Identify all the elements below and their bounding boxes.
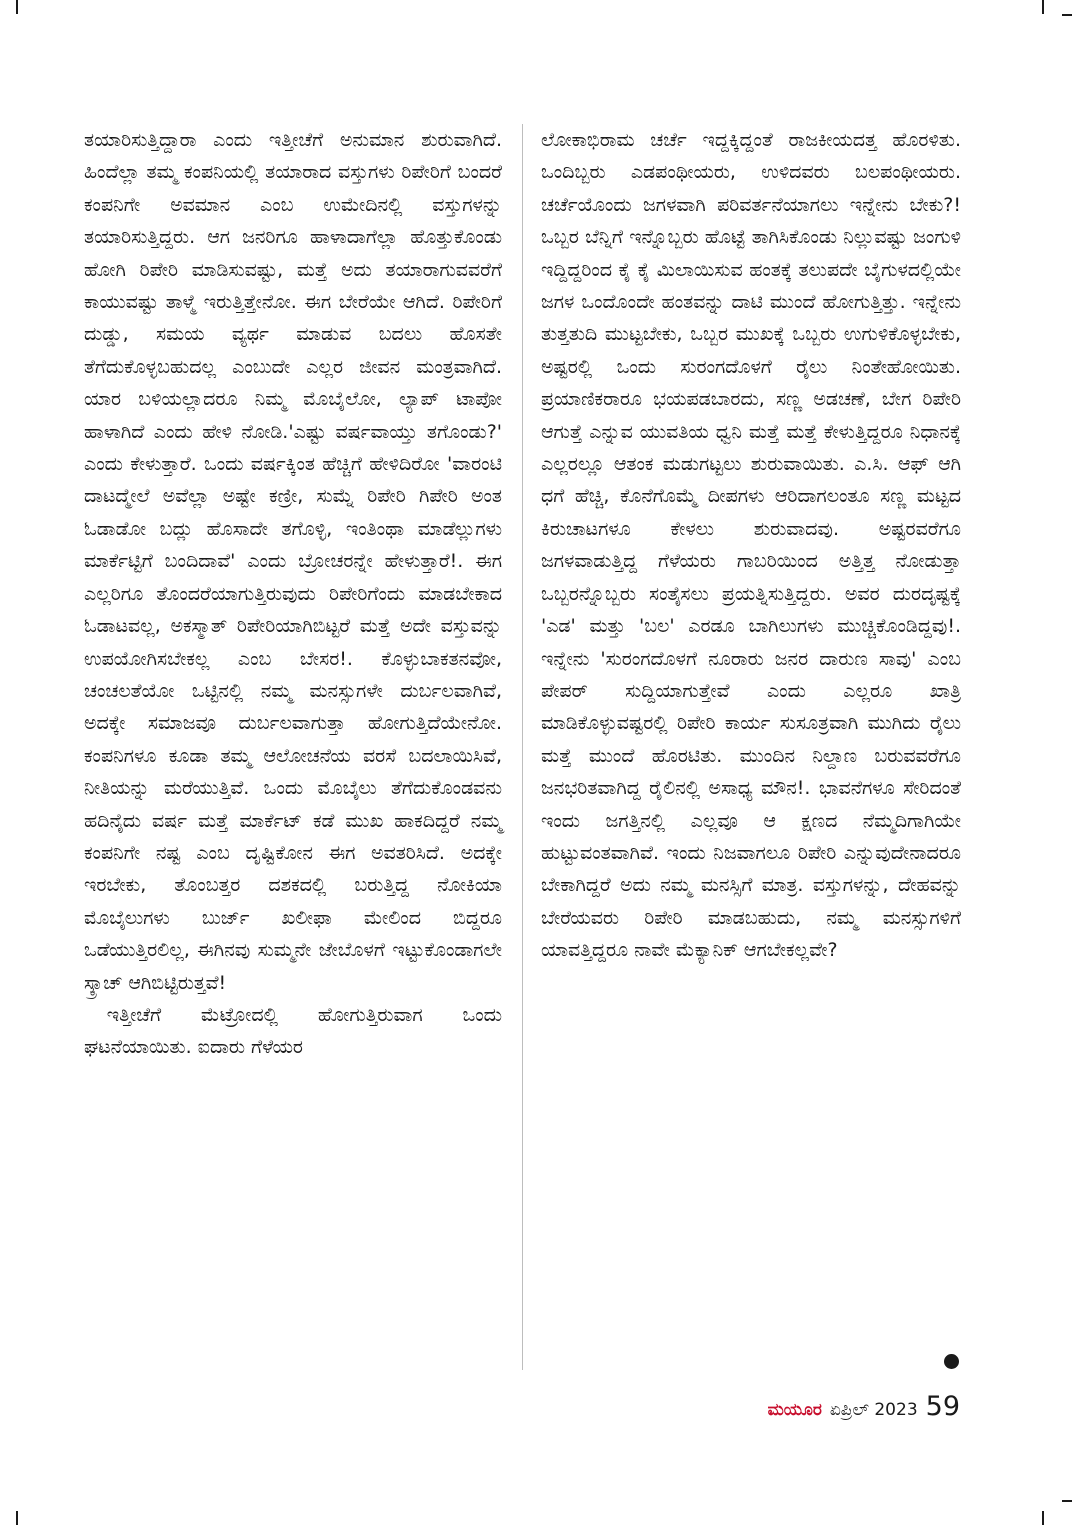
paragraph: ಇತ್ತೀಚೆಗೆ ಮೆಟ್ರೋದಲ್ಲಿ ಹೋಗುತ್ತಿರುವಾಗ ಒಂದು ಘಟನೆಯಾಯಿತು. ಐದಾರು ಗೆಳೆಯರ (84, 1003, 502, 1059)
crop-mark-top-left (16, 0, 18, 14)
issue-date: ಏಪ್ರಿಲ್ 2023 (829, 1400, 918, 1420)
page-footer (768, 1391, 960, 1422)
page-number: 59 (925, 1391, 960, 1422)
end-of-article-bullet (944, 1354, 959, 1369)
paragraph: ಲೋಕಾಭಿರಾಮ ಚರ್ಚೆ ಇದ್ದಕ್ಕಿದ್ದಂತೆ ರಾಜಕೀಯದತ್ತ ಹೊರಳಿತು. ಒಂದಿಬ್ಬರು ಎಡಪಂಥೀಯರು, ಉಳಿದವರು ಬಲಪಂಥೀಯರು. ಚರ್ಚೆಯೊಂದು ಜಗಳವಾಗಿ ಪರಿವರ್ತನೆಯಾಗಲು ಇನ್ನೇನು ಬೇಕು?! ಒಬ್ಬರ ಬೆನ್ನಿಗೆ ಇನ್ನೊಬ್ಬರು ಹೊಟ್ಟೆ ತಾಗಿಸಿಕೊಂಡು ನಿಲ್ಲುವಷ್ಟು ಜಂಗುಳಿ ಇದ್ದಿದ್ದರಿಂದ ಕೈ ಕೈ ಮಿಲಾಯಿಸುವ ಹಂತಕ್ಕೆ ತಲುಪದೇ ಬೈಗುಳದಲ್ಲಿಯೇ ಜಗಳ ಒಂದೊಂದೇ ಹಂತವನ್ನು ದಾಟಿ ಮುಂದೆ ಹೋಗುತ್ತಿತ್ತು. ಇನ್ನೇನು ತುತ್ತತುದಿ ಮುಟ್ಟಬೇಕು, ಒಬ್ಬರ ಮುಖಕ್ಕೆ ಒಬ್ಬರು ಉಗುಳಿಕೊಳ್ಳಬೇಕು, ಅಷ್ಟರಲ್ಲಿ ಒಂದು ಸುರಂಗದೊಳಗೆ ರೈಲು ನಿಂತೇಹೋಯಿತು. ಪ್ರಯಾಣಿಕರಾರೂ ಭಯಪಡಬಾರದು, ಸಣ್ಣ ಅಡಚಣೆ, ಬೇಗ ರಿಪೇರಿ ಆಗುತ್ತೆ ಎನ್ನುವ ಯುವತಿಯ ಧ್ವನಿ ಮತ್ತೆ ಮತ್ತೆ ಕೇಳುತ್ತಿದ್ದರೂ ನಿಧಾನಕ್ಕೆ ಎಲ್ಲರಲ್ಲೂ ಆತಂಕ ಮಡುಗಟ್ಟಲು ಶುರುವಾಯಿತು. ಎ.ಸಿ. ಆಫ್ ಆಗಿ ಧಗೆ ಹೆಚ್ಚಿ, ಕೊನೆಗೊಮ್ಮೆ ದೀಪಗಳು ಆರಿದಾಗಲಂತೂ ಸಣ್ಣ ಮಟ್ಟದ ಕಿರುಚಾಟಗಳೂ ಕೇಳಲು ಶುರುವಾದವು. ಅಷ್ಟರವರೆಗೂ ಜಗಳವಾಡುತ್ತಿದ್ದ ಗೆಳೆಯರು ಗಾಬರಿಯಿಂದ ಅತ್ತಿತ್ತ ನೋಡುತ್ತಾ ಒಬ್ಬರನ್ನೊಬ್ಬರು ಸಂತೈಸಲು ಪ್ರಯತ್ನಿಸುತ್ತಿದ್ದರು. ಅವರ ದುರದೃಷ್ಟಕ್ಕೆ 'ಎಡ' ಮತ್ತು 'ಬಲ' ಎರಡೂ ಬಾಗಿಲುಗಳು ಮುಚ್ಚಿಕೊಂಡಿದ್ದವು!. ಇನ್ನೇನು 'ಸುರಂಗದೊಳಗೆ ನೂರಾರು ಜನರ ದಾರುಣ ಸಾವು' ಎಂಬ ಪೇಪರ್ ಸುದ್ದಿಯಾಗುತ್ತೇವೆ ಎಂದು ಎಲ್ಲರೂ ಖಾತ್ರಿ ಮಾಡಿಕೊಳ್ಳುವಷ್ಟರಲ್ಲಿ ರಿಪೇರಿ ಕಾರ್ಯ ಸುಸೂತ್ರವಾಗಿ ಮುಗಿದು ರೈಲು ಮತ್ತೆ ಮುಂದೆ ಹೊರಟಿತು. ಮುಂದಿನ ನಿಲ್ದಾಣ ಬರುವವರೆಗೂ ಜನಭರಿತವಾಗಿದ್ದ ರೈಲಿನಲ್ಲಿ ಅಸಾಧ್ಯ ಮೌನ!. ಭಾವನೆಗಳೂ ಸೇರಿದಂತೆ ಇಂದು ಜಗತ್ತಿನಲ್ಲಿ ಎಲ್ಲವೂ ಆ ಕ್ಷಣದ ನೆಮ್ಮದಿಗಾಗಿಯೇ ಹುಟ್ಟುವಂತವಾಗಿವೆ. ಇಂದು ನಿಜವಾಗಲೂ ರಿಪೇರಿ ಎನ್ನುವುದೇನಾದರೂ ಬೇಕಾಗಿದ್ದರೆ ಅದು ನಮ್ಮ ಮನಸ್ಸಿಗೆ ಮಾತ್ರ. ವಸ್ತುಗಳನ್ನು, ದೇಹವನ್ನು ಬೇರೆಯವರು ರಿಪೇರಿ ಮಾಡಬಹುದು, ನಮ್ಮ ಮನಸ್ಸುಗಳಿಗೆ ಯಾವತ್ತಿದ್ದರೂ ನಾವೇ ಮೆಕ್ಯಾನಿಕ್ ಆಗಬೇಕಲ್ಲವೇ? (541, 129, 961, 962)
crop-mark-bottom-left (16, 1511, 18, 1525)
crop-mark-bottom-right (1042, 1511, 1044, 1525)
paragraph: ತಯಾರಿಸುತ್ತಿದ್ದಾರಾ ಎಂದು ಇತ್ತೀಚೆಗೆ ಅನುಮಾನ ಶುರುವಾಗಿದೆ. ಹಿಂದೆಲ್ಲಾ ತಮ್ಮ ಕಂಪನಿಯಲ್ಲಿ ತಯಾರಾದ ವಸ್ತುಗಳು ರಿಪೇರಿಗೆ ಬಂದರೆ ಕಂಪನಿಗೇ ಅವಮಾನ ಎಂಬ ಉಮೇದಿನಲ್ಲಿ ವಸ್ತುಗಳನ್ನು ತಯಾರಿಸುತ್ತಿದ್ದರು. ಆಗ ಜನರಿಗೂ ಹಾಳಾದಾಗೆಲ್ಲಾ ಹೊತ್ತುಕೊಂಡು ಹೋಗಿ ರಿಪೇರಿ ಮಾಡಿಸುವಷ್ಟು, ಮತ್ತೆ ಅದು ತಯಾರಾಗುವವರೆಗೆ ಕಾಯುವಷ್ಟು ತಾಳ್ಮೆ ಇರುತ್ತಿತ್ತೇನೋ. ಈಗ ಬೇರೆಯೇ ಆಗಿದೆ. ರಿಪೇರಿಗೆ ದುಡ್ಡು, ಸಮಯ ವ್ಯರ್ಥ ಮಾಡುವ ಬದಲು ಹೊಸತೇ ತೆಗೆದುಕೊಳ್ಳಬಹುದಲ್ಲ ಎಂಬುದೇ ಎಲ್ಲರ ಜೀವನ ಮಂತ್ರವಾಗಿದೆ. ಯಾರ ಬಳಿಯಲ್ಲಾದರೂ ನಿಮ್ಮ ಮೊಬೈಲೋ, ಲ್ಯಾಪ್ ಟಾಪೋ ಹಾಳಾಗಿದೆ ಎಂದು ಹೇಳಿ ನೋಡಿ.'ಎಷ್ಟು ವರ್ಷವಾಯ್ತು ತಗೊಂಡು?' ಎಂದು ಕೇಳುತ್ತಾರೆ. ಒಂದು ವರ್ಷಕ್ಕಿಂತ ಹೆಚ್ಚಿಗೆ ಹೇಳಿದಿರೋ 'ವಾರಂಟಿ ದಾಟದ್ಮೇಲೆ ಅವೆಲ್ಲಾ ಅಷ್ಟೇ ಕಣ್ರೀ, ಸುಮ್ನೆ ರಿಪೇರಿ ಗಿಪೇರಿ ಅಂತ ಓಡಾಡೋ ಬದ್ಲು ಹೊಸಾದೇ ತಗೊಳ್ಳಿ, ಇಂತಿಂಥಾ ಮಾಡೆಲ್ಲುಗಳು ಮಾರ್ಕೆಟ್ಟಿಗೆ ಬಂದಿದಾವೆ' ಎಂದು ಬ್ರೋಚರನ್ನೇ ಹೇಳುತ್ತಾರೆ!. ಈಗ ಎಲ್ಲರಿಗೂ ತೊಂದರೆಯಾಗುತ್ತಿರುವುದು ರಿಪೇರಿಗೆಂದು ಮಾಡಬೇಕಾದ ಓಡಾಟವಲ್ಲ, ಅಕಸ್ಮಾತ್ ರಿಪೇರಿಯಾಗಿಬಿಟ್ಟರೆ ಮತ್ತೆ ಅದೇ ವಸ್ತುವನ್ನು ಉಪಯೋಗಿಸಬೇಕಲ್ಲ ಎಂಬ ಬೇಸರ!. ಕೊಳ್ಳುಬಾಕತನವೋ, ಚಂಚಲತೆಯೋ ಒಟ್ಟಿನಲ್ಲಿ ನಮ್ಮ ಮನಸ್ಸುಗಳೇ ದುರ್ಬಲವಾಗಿವೆ, ಅದಕ್ಕೇ ಸಮಾಜವೂ ದುರ್ಬಲವಾಗುತ್ತಾ ಹೋಗುತ್ತಿದೆಯೇನೋ. ಕಂಪನಿಗಳೂ ಕೂಡಾ ತಮ್ಮ ಆಲೋಚನೆಯ ವರಸೆ ಬದಲಾಯಿಸಿವೆ, ನೀತಿಯನ್ನು ಮರೆಯುತ್ತಿವೆ. ಒಂದು ಮೊಬೈಲು ತೆಗೆದುಕೊಂಡವನು ಹದಿನೈದು ವರ್ಷ ಮತ್ತೆ ಮಾರ್ಕೆಟ್ ಕಡೆ ಮುಖ ಹಾಕದಿದ್ದರೆ ನಮ್ಮ ಕಂಪನಿಗೇ ನಷ್ಟ ಎಂಬ ದೃಷ್ಟಿಕೋನ ಈಗ ಅವತರಿಸಿದೆ. ಅದಕ್ಕೇ ಇರಬೇಕು, ತೊಂಬತ್ತರ ದಶಕದಲ್ಲಿ ಬರುತ್ತಿದ್ದ ನೋಕಿಯಾ ಮೊಬೈಲುಗಳು ಬುರ್ಜ್ ಖಲೀಫಾ ಮೇಲಿಂದ ಬಿದ್ದರೂ ಒಡೆಯುತ್ತಿರಲಿಲ್ಲ, ಈಗಿನವು ಸುಮ್ಮನೇ ಜೇಬೊಳಗೆ ಇಟ್ಟುಕೊಂಡಾಗಲೇ ಸ್ಕ್ರಾಚ್ ಆಗಿಬಿಟ್ಟಿರುತ್ತವೆ! (84, 129, 502, 994)
crop-mark-right-lower (1062, 1500, 1072, 1502)
magazine-logo: ಮಯೂರ (767, 1400, 822, 1420)
crop-mark-top-right (1042, 0, 1044, 14)
crop-mark-right-upper (1062, 14, 1072, 16)
text-column-right (541, 124, 961, 967)
text-column-left (84, 124, 502, 1064)
column-divider (522, 124, 523, 1370)
